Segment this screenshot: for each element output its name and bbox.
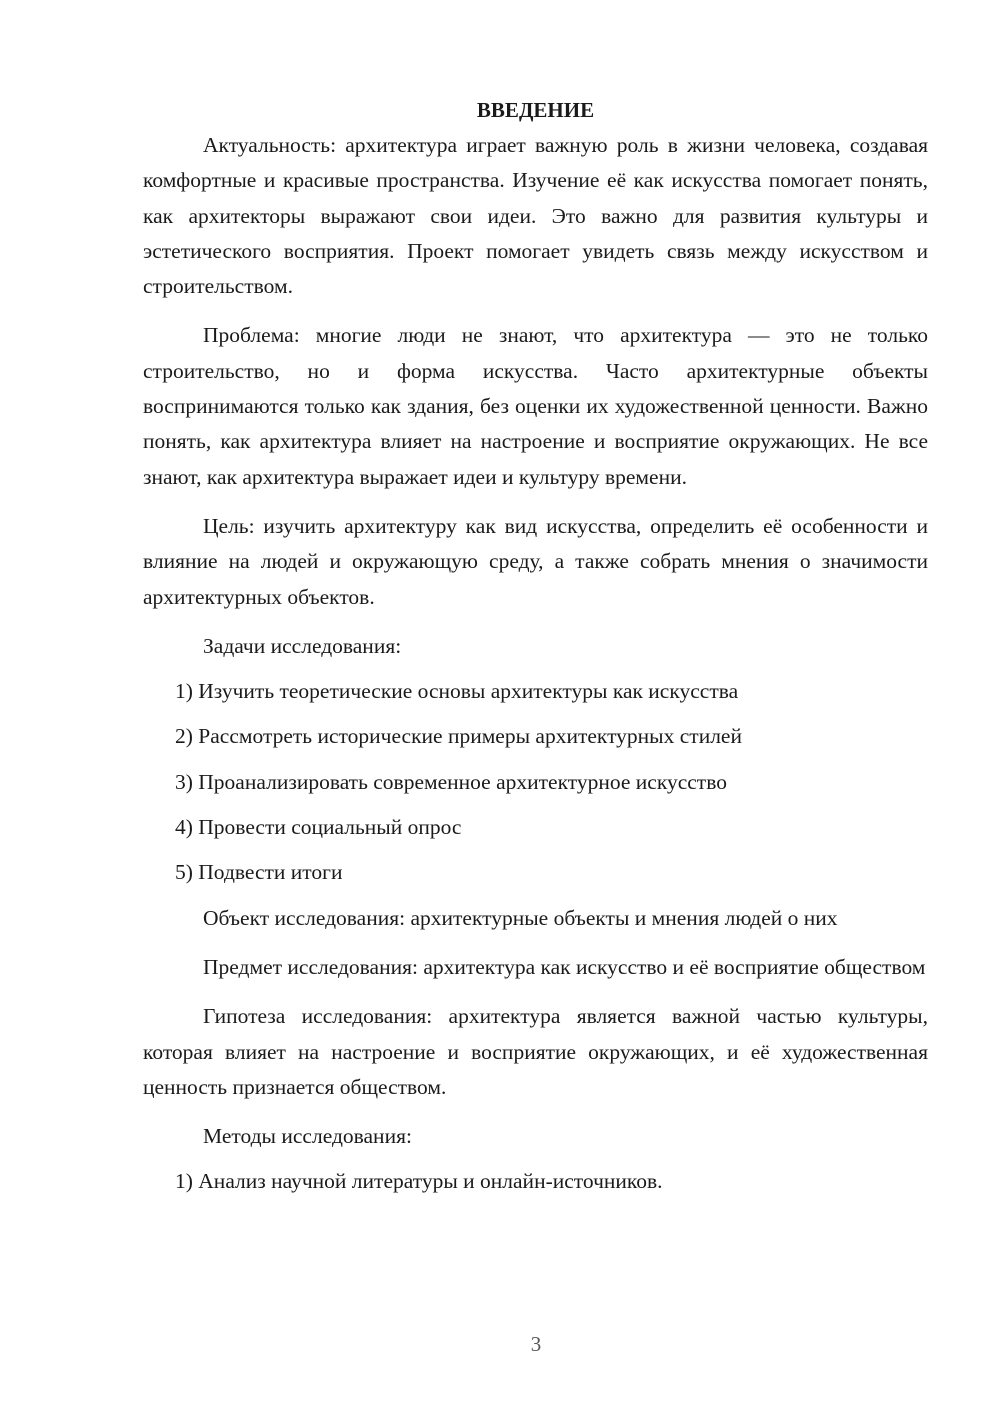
goal-paragraph: Цель: изучить архитектуру как вид искусства, определить её особенности и влияние на людей и окружающую среду, а также собрать мнения о значимости архитектурных объектов. [143,513,928,609]
list-item: 2) Рассмотреть исторические примеры архитектурных стилей [175,724,742,749]
object-paragraph: Объект исследования: архитектурные объекты и мнения людей о них [203,905,838,930]
page-title: ВВЕДЕНИЕ [476,98,595,122]
subject-paragraph: Предмет исследования: архитектура как искусство и её восприятие обществом [203,954,926,979]
relevance-paragraph: Актуальность: архитектура играет важную роль в жизни человека, создавая комфортные и красивые пространства. Изучение её как искусства помогает понять, как архитекторы выражают свои идеи. Это важно для развития культуры и эстетического восприятия. Проект помогает увидеть связь между искусством и строительством. [143,133,928,299]
list-item: 1) Изучить теоретические основы архитектуры как искусства [175,679,739,704]
hypothesis-paragraph: Гипотеза исследования: архитектура является важной частью культуры, которая влияет на настроение и восприятие окружающих, и её художественная ценность признается обществом. [143,1004,928,1099]
list-item: 1) Анализ научной литературы и онлайн-источников. [175,1169,663,1194]
page-number: 3 [530,1332,542,1356]
list-item: 4) Провести социальный опрос [175,815,462,840]
tasks-heading: Задачи исследования: [203,633,402,658]
list-item: 3) Проанализировать современное архитектурное искусство [175,769,727,794]
document-page [143,93,928,1210]
problem-paragraph: Проблема: многие люди не знают, что архитектура — это не только строительство, но и форма искусства. Часто архитектурные объекты воспринимаются только как здания, без оценки их художественной ценности. Важно понять, как архитектура влияет на настроение и восприятие окружающих. Не все знают, как архитектура выражает идеи и культуру времени. [143,323,928,489]
methods-heading: Методы исследования: [203,1124,412,1149]
methods-list [143,1164,928,1199]
tasks-list [143,674,928,890]
list-item: 5) Подвести итоги [175,860,343,885]
